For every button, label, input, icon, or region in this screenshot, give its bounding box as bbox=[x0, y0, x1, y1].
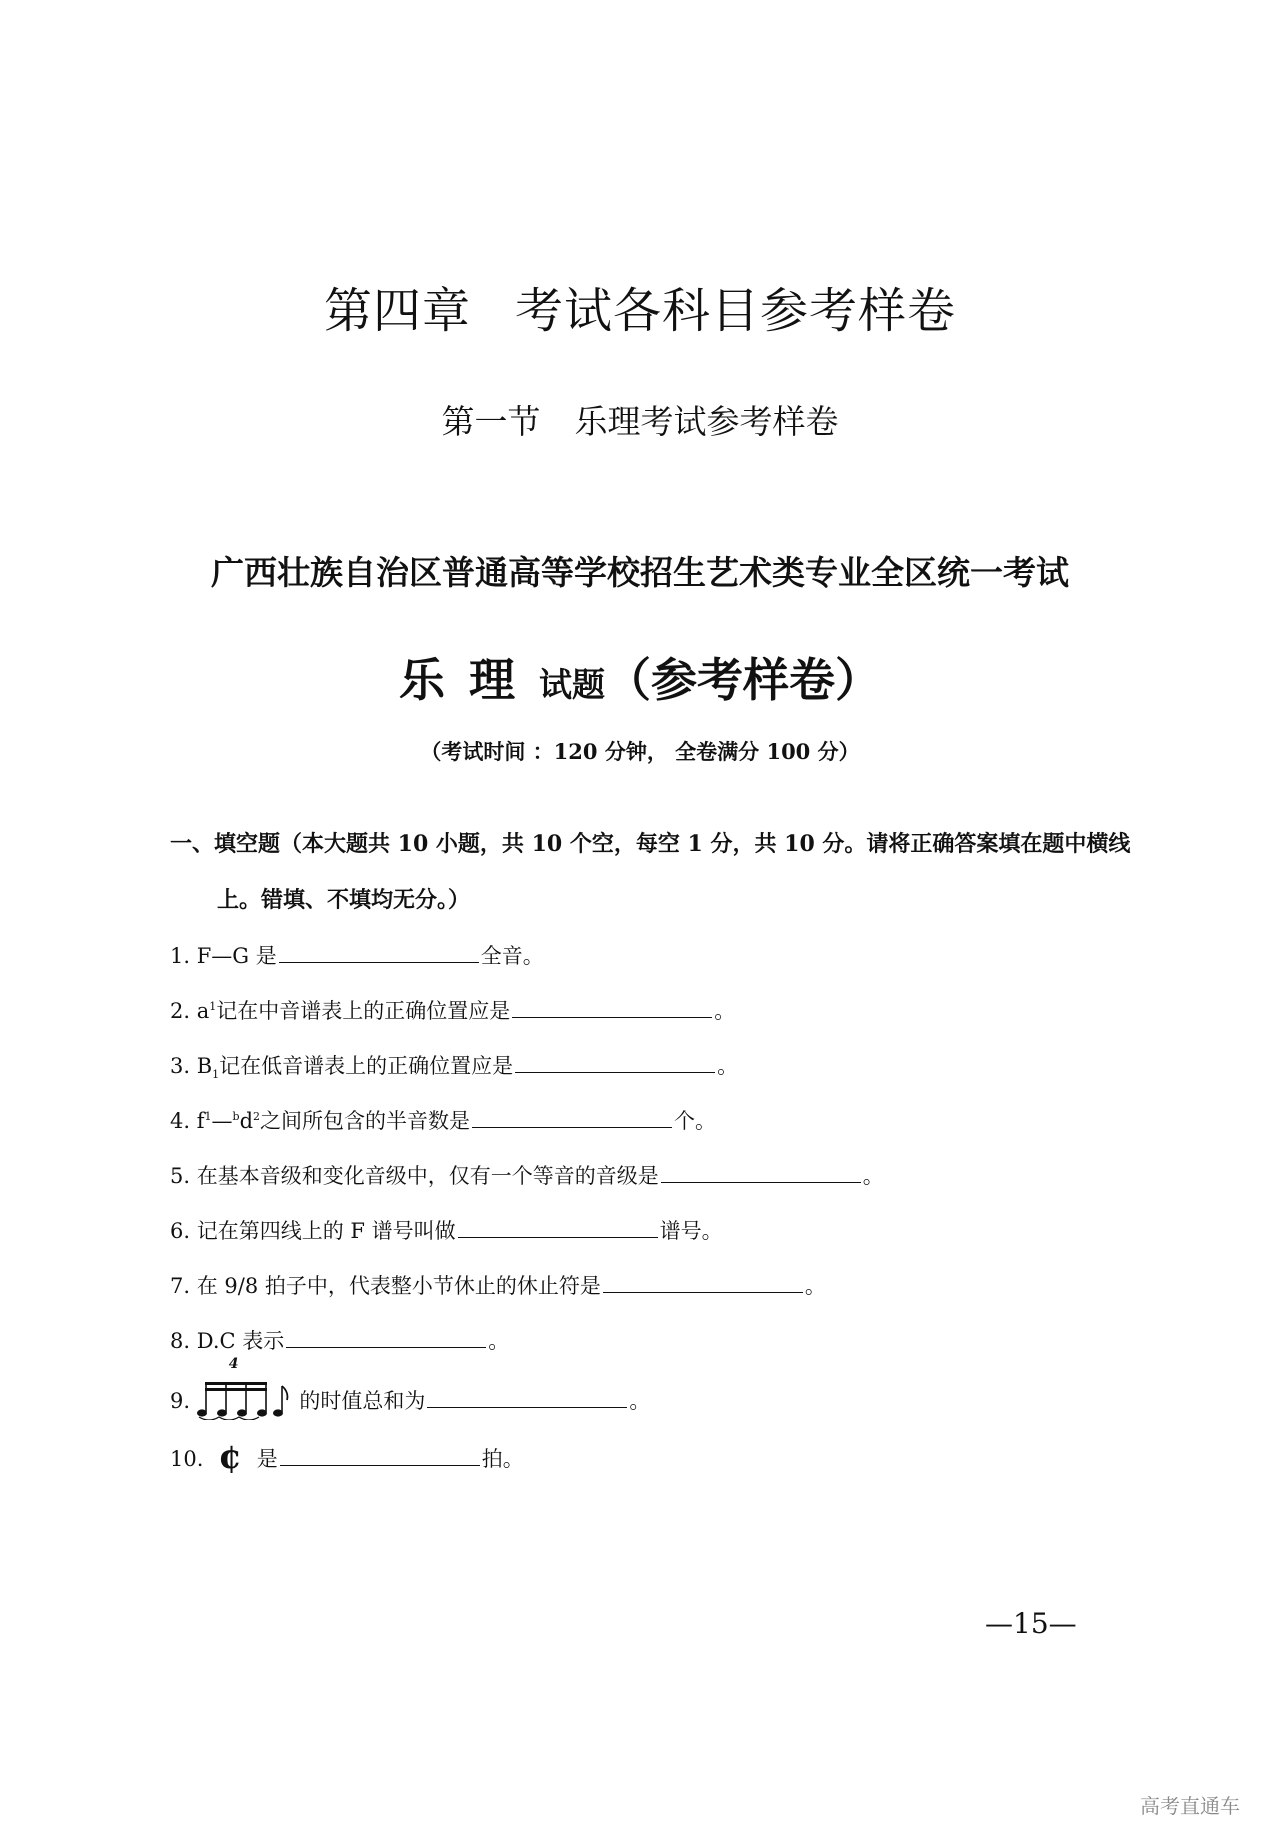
subject-paren: （参考样卷） bbox=[605, 653, 881, 707]
answer-blank-9[interactable] bbox=[427, 1389, 627, 1408]
time-info: （考试时间 ：120 分钟， 全卷满分 100 分） bbox=[420, 739, 860, 764]
question-8: 8. D.C 表示 。 bbox=[170, 1329, 510, 1353]
question-5: 5. 在基本音级和变化音级中，仅有一个等音的音级是 。 bbox=[170, 1164, 884, 1188]
exam-organization-title: 广西壮族自治区普通高等学校招生艺术类专业全区统一考试 bbox=[211, 553, 1069, 592]
section-number: 第一节 bbox=[441, 402, 541, 441]
question-2: 2. $a^1$记在中音谱表上的正确位置应是 。 bbox=[170, 999, 736, 1023]
flat-sign: b bbox=[232, 1110, 240, 1123]
tuplet-number: 4 bbox=[228, 1356, 239, 1372]
answer-blank-6[interactable] bbox=[458, 1219, 658, 1238]
chapter-number: 第四章 bbox=[323, 283, 471, 339]
subject-title bbox=[0, 644, 1280, 710]
question-3: 3. $B_1$记在低音谱表上的正确位置应是 。 bbox=[170, 1054, 739, 1082]
watermark: 高考直通车 bbox=[1140, 1794, 1240, 1818]
answer-blank-10[interactable] bbox=[280, 1447, 480, 1466]
chapter-title bbox=[0, 272, 1280, 341]
answer-blank-1[interactable] bbox=[279, 944, 479, 963]
subject-suffix: 试题 bbox=[539, 665, 605, 704]
tuplet-notes-figure bbox=[197, 1356, 293, 1420]
answer-blank-7[interactable] bbox=[603, 1274, 803, 1293]
answer-blank-5[interactable] bbox=[661, 1164, 861, 1183]
section-title bbox=[0, 396, 1280, 443]
question-1: 1. F—G 是 全音。 bbox=[170, 944, 544, 968]
subject-name: 乐理 bbox=[399, 653, 539, 707]
cut-time-symbol: ¢ bbox=[218, 1437, 242, 1477]
question-9: 9. 4 的时值总和为 。 bbox=[170, 1380, 650, 1420]
answer-blank-4[interactable] bbox=[472, 1109, 672, 1128]
answer-blank-8[interactable] bbox=[286, 1329, 486, 1348]
question-10: 10. ¢ 是 拍。 bbox=[170, 1437, 524, 1477]
answer-blank-2[interactable] bbox=[512, 999, 712, 1018]
sixteenth-notes-icon bbox=[197, 1380, 293, 1420]
question-4: 4. $f^1—^bd^2$之间所包含的半音数是 个。 bbox=[170, 1109, 717, 1133]
section1-heading-line1: 一、填空题（本大题共 10 小题，共 10 个空，每空 1 分，共 10 分。请将正确答案填在题中横线 bbox=[170, 831, 1131, 857]
answer-blank-3[interactable] bbox=[515, 1054, 715, 1073]
section1-heading-line2: 上。错填、不填均无分。） bbox=[217, 887, 471, 913]
page-number: —15— bbox=[985, 1607, 1077, 1640]
question-7: 7. 在 9/8 拍子中，代表整小节休止的休止符是 。 bbox=[170, 1274, 826, 1298]
question-6: 6. 记在第四线上的 F 谱号叫做 谱号。 bbox=[170, 1219, 723, 1243]
chapter-name: 考试各科目参考样卷 bbox=[515, 283, 957, 339]
section-name: 乐理考试参考样卷 bbox=[574, 402, 839, 441]
